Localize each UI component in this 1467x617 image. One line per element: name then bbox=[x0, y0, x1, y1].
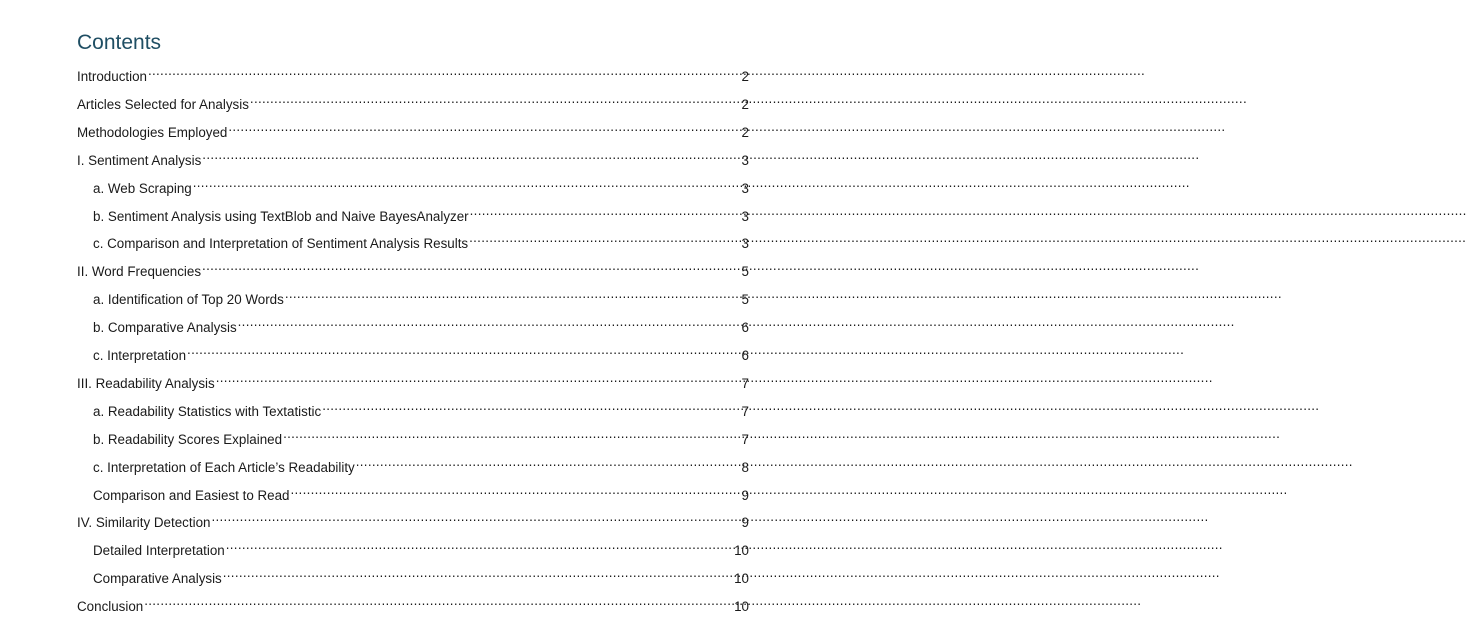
toc-entry-page-number: 10 bbox=[734, 571, 749, 587]
toc-dot-leader bbox=[356, 452, 741, 472]
toc-entry-page-number: 6 bbox=[741, 348, 749, 363]
toc-entry-page-number: 6 bbox=[741, 320, 749, 336]
toc-entry[interactable] bbox=[93, 452, 749, 475]
toc-entry-label: Articles Selected for Analysis bbox=[77, 96, 249, 112]
toc-dot-leader bbox=[226, 535, 733, 555]
toc-entry-label: a. Readability Statistics with Textatistic bbox=[93, 403, 322, 419]
toc-entry-page-number: 9 bbox=[741, 487, 749, 503]
toc-entry-label: II. Word Frequencies bbox=[77, 264, 202, 280]
toc-entry[interactable] bbox=[93, 535, 749, 559]
toc-dot-leader bbox=[202, 145, 740, 165]
toc-entry[interactable] bbox=[77, 61, 749, 84]
toc-entry-label: a. Web Scraping bbox=[93, 180, 192, 196]
toc-dot-leader bbox=[283, 424, 740, 444]
toc-dot-leader bbox=[202, 256, 741, 276]
toc-entry-page-number: 5 bbox=[741, 264, 749, 280]
toc-dot-leader bbox=[285, 284, 741, 304]
toc-entry-label: b. Sentiment Analysis using TextBlob and Naive BayesAnalyzer bbox=[93, 208, 469, 224]
toc-entry-label: c. Interpretation bbox=[93, 348, 187, 363]
toc-entry-page-number: 2 bbox=[741, 96, 749, 112]
toc-entry-label: b. Comparative Analysis bbox=[93, 320, 237, 336]
toc-entry[interactable] bbox=[77, 256, 749, 280]
toc-entry-label: Detailed Interpretation bbox=[93, 543, 225, 559]
toc-entry-label: b. Readability Scores Explained bbox=[93, 431, 283, 447]
toc-entry[interactable] bbox=[93, 424, 749, 447]
toc-dot-leader bbox=[250, 89, 741, 109]
toc-entry[interactable] bbox=[93, 563, 749, 587]
toc-entry-page-number: 7 bbox=[741, 431, 749, 447]
toc-entry[interactable] bbox=[93, 480, 749, 503]
toc-dot-leader bbox=[238, 312, 741, 332]
toc-entry-page-number: 5 bbox=[741, 292, 749, 308]
toc-entry[interactable] bbox=[93, 201, 749, 224]
toc-entry[interactable] bbox=[93, 228, 749, 252]
toc-entry-page-number: 10 bbox=[734, 543, 749, 559]
toc-entry-page-number: 3 bbox=[741, 180, 749, 196]
toc-entry-label: a. Identification of Top 20 Words bbox=[93, 292, 284, 308]
toc-dot-leader bbox=[228, 117, 740, 137]
toc-entry[interactable] bbox=[77, 368, 749, 391]
toc-entry-label: III. Readability Analysis bbox=[77, 375, 215, 391]
toc-entry[interactable] bbox=[77, 117, 749, 140]
toc-entry-page-number: 7 bbox=[741, 403, 749, 419]
toc-entry[interactable] bbox=[77, 89, 749, 112]
toc-entry[interactable] bbox=[93, 396, 749, 419]
toc-dot-leader bbox=[470, 201, 741, 221]
toc-entry-page-number: 10 bbox=[734, 599, 749, 615]
toc-entry-page-number: 7 bbox=[741, 375, 749, 391]
toc-dot-leader bbox=[144, 591, 733, 611]
toc-title: Contents bbox=[77, 31, 162, 54]
toc-entry-page-number: 2 bbox=[741, 69, 749, 84]
toc-entry[interactable] bbox=[77, 507, 749, 531]
toc-dot-leader bbox=[469, 228, 740, 248]
toc-dot-leader bbox=[223, 563, 733, 583]
toc-entry-label: c. Interpretation of Each Article’s Readability bbox=[93, 459, 355, 475]
toc-entry-label: Comparison and Easiest to Read bbox=[93, 487, 290, 503]
toc-entry-page-number: 3 bbox=[741, 152, 749, 168]
toc-dot-leader bbox=[211, 507, 740, 527]
toc-entry-label: c. Comparison and Interpretation of Sentiment Analysis Results bbox=[93, 236, 469, 252]
toc-entry[interactable] bbox=[93, 284, 749, 308]
toc-entry[interactable] bbox=[77, 591, 749, 615]
toc-dot-leader bbox=[291, 480, 741, 500]
toc-entry[interactable] bbox=[93, 340, 749, 363]
toc-entry-label: Conclusion bbox=[77, 599, 144, 615]
toc-entry-page-number: 3 bbox=[741, 236, 749, 252]
toc-entry-page-number: 8 bbox=[741, 459, 749, 475]
toc-dot-leader bbox=[148, 61, 741, 81]
toc-entry[interactable] bbox=[93, 173, 749, 196]
toc-entry[interactable] bbox=[93, 312, 749, 336]
toc-dot-leader bbox=[216, 368, 741, 388]
toc-entry-label: Methodologies Employed bbox=[77, 124, 228, 140]
toc-entry-label: Comparative Analysis bbox=[93, 571, 222, 587]
toc-entry[interactable] bbox=[77, 145, 749, 168]
toc-entry-label: Introduction bbox=[77, 69, 147, 84]
toc-entry-label: IV. Similarity Detection bbox=[77, 515, 211, 531]
toc-dot-leader bbox=[193, 173, 741, 193]
toc-entry-page-number: 3 bbox=[741, 208, 749, 224]
toc-dot-leader bbox=[322, 396, 740, 416]
toc-entry-page-number: 9 bbox=[741, 515, 749, 531]
toc-entry-label: I. Sentiment Analysis bbox=[77, 152, 202, 168]
toc-dot-leader bbox=[187, 340, 741, 360]
toc-entry-page-number: 2 bbox=[741, 124, 749, 140]
